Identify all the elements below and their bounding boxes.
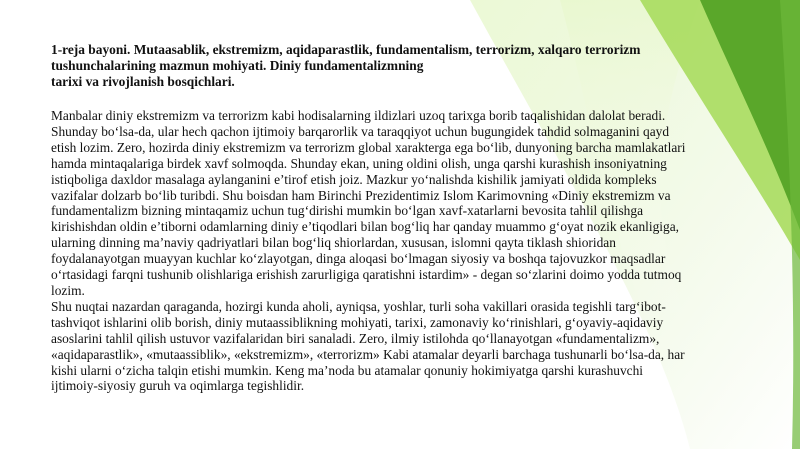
body-line: Manbalar diniy ekstremizm va terrorizm kabi hodisalarning ildizlari uzoq tarixga borib taqalishidan dalolat beradi. <box>51 108 666 123</box>
body-line: o‘rtasidagi farqni tushunib olishlariga erishish zarurligiga qaratishni istardim» - degan so‘zlarini doimo yodda tutmoq <box>51 267 682 283</box>
heading-line: tushunchalarining mazmun mohiyati. Diniy fundamentalizmning <box>51 58 424 73</box>
body-line: «aqidaparastlik», «mutaassiblik», «ekstremizm», «terrorizm» Kabi atamalar deyarli barchaga tushunarli bo‘lsa-da, har <box>51 346 685 362</box>
body-line: ijtimoiy-siyosiy guruh va oqimlarga tegishlidir. <box>51 378 305 394</box>
slide-heading <box>51 42 771 90</box>
body-line: Shu nuqtai nazardan qaraganda, hozirgi kunda aholi, ayniqsa, yoshlar, turli soha vakillari orasida tegishli targ‘ibot- <box>51 298 666 314</box>
body-paragraphs <box>51 108 771 394</box>
body-line: fundamentalizm bizning mintaqamiz uchun tug‘dirishi mumkin bo‘lgan xavf-xatarlarni bevosita tahlil qilishga <box>51 203 644 219</box>
body-line: lozim. <box>51 282 85 298</box>
content-area <box>51 42 771 394</box>
body-line: Shunday bo‘lsa-da, ular hech qachon ijtimoiy barqarorlik va taraqqiyot uchun bugungidek tahdid solmaganini qayd <box>51 123 670 139</box>
body-line: asoslarini tahlil qilish ustuvor vazifalaridan biri sanaladi. Zero, ilmiy istilohda qo‘llanayotgan «fundamentalizm», <box>51 330 660 346</box>
body-line: kishi ularni o‘zicha talqin etishi mumkin. Keng ma’noda bu atamalar qonuniy hokimiyatga qarshi kurashuvchi <box>51 362 644 378</box>
body-line: tashviqot ishlarini olib borish, diniy mutaassiblikning mohiyati, tarixi, zamonaviy ko‘rinishlari, g‘oyaviy-aqidaviy <box>51 314 664 330</box>
body-line: vazifalar dolzarb bo‘lib turibdi. Shu boisdan ham Birinchi Prezidentimiz Islom Karimovning «Diniy ekstremizm va <box>51 187 671 203</box>
body-line: hamda mintaqalariga birdek xavf solmoqda. Shunday ekan, uning oldini olish, unga qarshi kurashish insoniyatning <box>51 155 667 171</box>
heading-line: 1-reja bayoni. Mutaasablik, ekstremizm, aqidaparastlik, fundamentalism, terrorizm, xalqaro terrorizm <box>51 42 641 57</box>
heading-line: tarixi va rivojlanish bosqichlari. <box>51 74 235 89</box>
body-line: foydalanayotgan muayyan kuchlar ko‘zlayotgan, dinga aloqasi bo‘lmagan siyosiy va boshqa tajovuzkor maqsadlar <box>51 251 666 267</box>
body-line: istiqboliga daxldor masalaga aylanganini e’tirof etish joiz. Mazkur yo‘nalishda kishilik jamiyati oldida kompleks <box>51 171 657 187</box>
body-line: ularning dinning ma’naviy qadriyatlari bilan bog‘liq shiorlardan, xususan, islomni qayta tiklash shioridan <box>51 235 616 251</box>
body-line: etish lozim. Zero, hozirda diniy ekstremizm va terrorizm global xarakterga ega bo‘lib, dunyoning barcha mamlakatlari <box>51 139 686 155</box>
body-line: kirishishdan oldin e’tiborni odamlarning diniy e’tiqodlari bilan bog‘liq har qanday muammo g‘oyat nozik ekanligiga, <box>51 219 679 235</box>
